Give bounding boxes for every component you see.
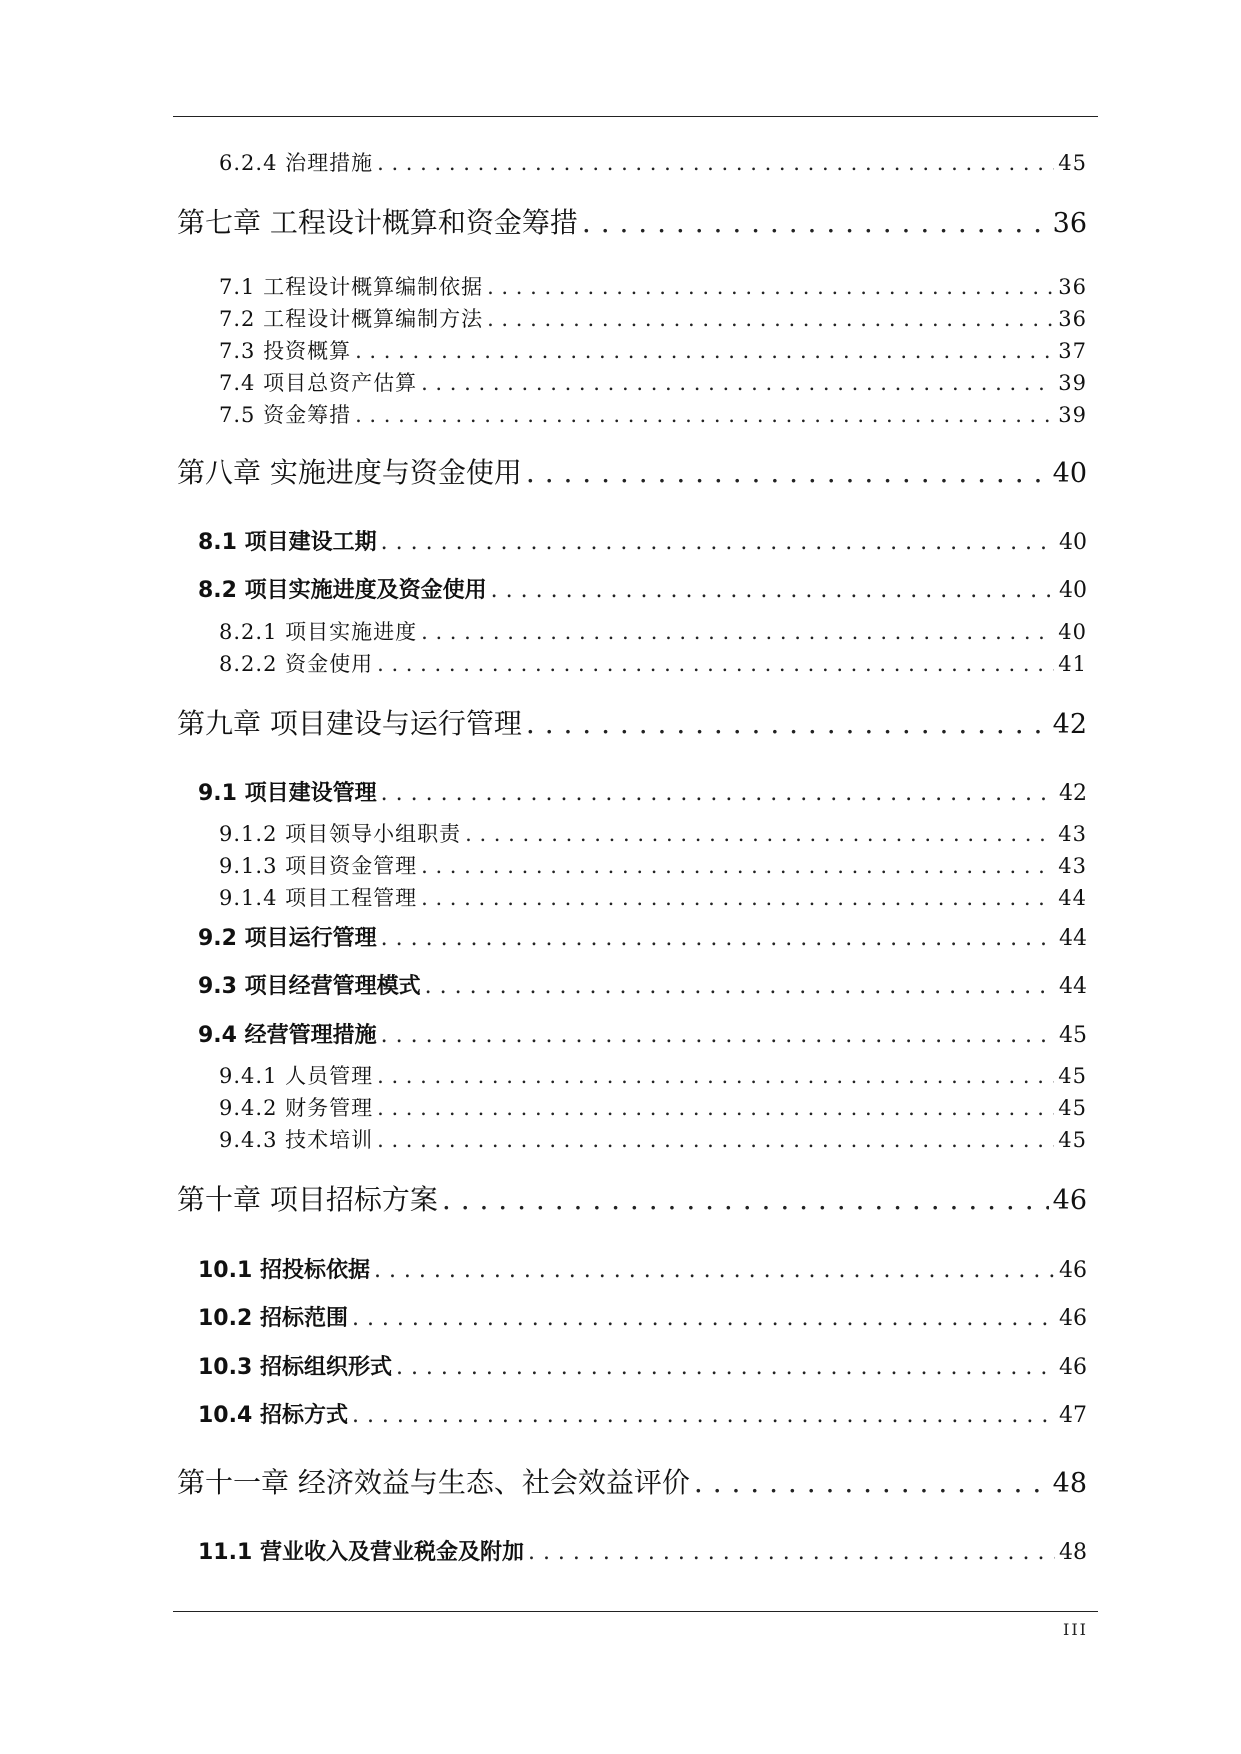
toc-entry-title: 8.2.1 项目实施进度 [219,620,418,644]
toc-entry-page: 45 [1058,1096,1087,1120]
toc-section[interactable] [198,1021,1087,1051]
toc-entry-page: 39 [1058,403,1087,427]
toc-entry-title: 7.1 工程设计概算编制依据 [219,275,484,299]
toc-leader-dots [526,455,1049,491]
toc-chapter[interactable] [177,455,1087,491]
toc-section-page: 42 [1059,781,1087,806]
toc-entry[interactable] [219,617,1087,647]
toc-leader-dots [374,1256,1055,1286]
toc-entry-page: 39 [1058,371,1087,395]
toc-chapter-title: 第十一章 经济效益与生态、社会效益评价 [177,1466,690,1499]
toc-entry-title: 9.1.3 项目资金管理 [219,854,418,878]
toc-entry[interactable] [219,851,1087,881]
toc-leader-dots [442,1182,1049,1218]
toc-entry-title: 9.1.2 项目领导小组职责 [219,822,462,846]
toc-entry-page: 40 [1058,620,1087,644]
toc-section[interactable] [198,1538,1087,1568]
toc-leader-dots [421,883,1054,913]
toc-chapter-page: 48 [1052,1468,1087,1499]
toc-entry[interactable] [219,649,1087,679]
toc-chapter-title: 第八章 实施进度与资金使用 [177,456,522,489]
toc-section-page: 46 [1059,1306,1087,1331]
toc-entry-title: 9.4.2 财务管理 [219,1096,374,1120]
toc-entry[interactable] [219,1125,1087,1155]
toc-entry-title: 7.5 资金筹措 [219,403,352,427]
toc-section-title: 8.2 项目实施进度及资金使用 [198,578,487,603]
toc-section-page: 44 [1059,974,1087,999]
toc-entry-page: 44 [1058,886,1087,910]
toc-entry-title: 7.3 投资概算 [219,339,352,363]
toc-section-title: 9.2 项目运行管理 [198,926,377,951]
footer-rule [173,1611,1098,1612]
toc-section-title: 9.4 经营管理措施 [198,1023,377,1048]
toc-section-title: 9.3 项目经营管理模式 [198,974,421,999]
toc-section[interactable] [198,1256,1087,1286]
toc-chapter-title: 第十章 项目招标方案 [177,1183,438,1216]
toc-entry-page: 45 [1058,1128,1087,1152]
toc-entry-page: 43 [1058,854,1087,878]
toc-leader-dots [487,304,1054,334]
toc-entry-page: 36 [1058,275,1087,299]
toc-entry-title: 8.2.2 资金使用 [219,652,374,676]
toc-entry-page: 37 [1058,339,1087,363]
toc-chapter-title: 第七章 工程设计概算和资金筹措 [177,206,578,239]
toc-entry[interactable] [219,400,1087,430]
toc-leader-dots [381,924,1055,954]
toc-leader-dots [352,1401,1055,1431]
toc-entry-page: 41 [1058,652,1087,676]
toc-leader-dots [421,851,1054,881]
toc-chapter[interactable] [177,1182,1087,1218]
toc-section[interactable] [198,972,1087,1002]
toc-entry-page: 45 [1058,1064,1087,1088]
toc-section[interactable] [198,1401,1087,1431]
toc-leader-dots [491,576,1055,606]
toc-leader-dots [355,336,1054,366]
toc-leader-dots [377,1125,1054,1155]
toc-section-title: 9.1 项目建设管理 [198,781,377,806]
toc-section[interactable] [198,576,1087,606]
toc-section-page: 48 [1059,1540,1087,1565]
toc-entry-page: 45 [1058,151,1087,175]
toc-entry-page: 43 [1058,822,1087,846]
toc-leader-dots [487,272,1054,302]
toc-section-page: 46 [1059,1355,1087,1380]
toc-section-page: 40 [1059,578,1087,603]
toc-leader-dots [526,706,1049,742]
toc-section[interactable] [198,1353,1087,1383]
toc-entry[interactable] [219,1093,1087,1123]
toc-section[interactable] [198,1304,1087,1334]
toc-section-page: 45 [1059,1023,1087,1048]
toc-section-title: 8.1 项目建设工期 [198,530,377,555]
toc-chapter-page: 40 [1052,458,1087,489]
toc-leader-dots [352,1304,1055,1334]
toc-leader-dots [421,617,1054,647]
toc-leader-dots [377,1093,1054,1123]
toc-section-page: 46 [1059,1258,1087,1283]
toc-section-title: 10.1 招投标依据 [198,1258,370,1283]
toc-entry[interactable] [219,336,1087,366]
toc-entry-title: 9.1.4 项目工程管理 [219,886,418,910]
toc-section-title: 10.3 招标组织形式 [198,1355,392,1380]
toc-leader-dots [465,819,1054,849]
toc-section-title: 10.2 招标范围 [198,1306,348,1331]
toc-entry-page: 36 [1058,307,1087,331]
toc-section-page: 40 [1059,530,1087,555]
toc-section[interactable] [198,924,1087,954]
toc-leader-dots [528,1538,1055,1568]
toc-leader-dots [396,1353,1055,1383]
toc-entry-title: 7.2 工程设计概算编制方法 [219,307,484,331]
toc-leader-dots [381,528,1055,558]
toc-section[interactable] [198,528,1087,558]
toc-leader-dots [355,400,1054,430]
toc-chapter[interactable] [177,706,1087,742]
toc-chapter[interactable] [177,205,1087,241]
toc-section-title: 10.4 招标方式 [198,1403,348,1428]
toc-section-page: 47 [1059,1403,1087,1428]
toc-chapter[interactable] [177,1465,1087,1501]
toc-leader-dots [377,649,1054,679]
toc-entry-title: 9.4.1 人员管理 [219,1064,374,1088]
toc-leader-dots [694,1465,1049,1501]
toc-entry[interactable] [219,148,1087,178]
toc-entry[interactable] [219,819,1087,849]
toc-chapter-page: 42 [1052,709,1087,740]
toc-entry[interactable] [219,883,1087,913]
toc-entry[interactable] [219,272,1087,302]
toc-entry-title: 9.4.3 技术培训 [219,1128,374,1152]
toc-chapter-page: 46 [1052,1185,1087,1216]
toc-section-title: 11.1 营业收入及营业税金及附加 [198,1540,524,1565]
toc-entry[interactable] [219,304,1087,334]
footer-page-number: III [1063,1620,1088,1639]
toc-entry[interactable] [219,1061,1087,1091]
toc-entry-title: 6.2.4 治理措施 [219,151,374,175]
toc-leader-dots [425,972,1055,1002]
toc-section[interactable] [198,779,1087,809]
toc-leader-dots [377,148,1054,178]
toc-leader-dots [421,368,1054,398]
toc-leader-dots [582,205,1049,241]
toc-section-page: 44 [1059,926,1087,951]
toc-chapter-page: 36 [1052,208,1087,239]
toc-leader-dots [381,779,1055,809]
toc-leader-dots [377,1061,1054,1091]
toc-entry[interactable] [219,368,1087,398]
toc-entry-title: 7.4 项目总资产估算 [219,371,418,395]
toc-leader-dots [381,1021,1055,1051]
toc-chapter-title: 第九章 项目建设与运行管理 [177,707,522,740]
